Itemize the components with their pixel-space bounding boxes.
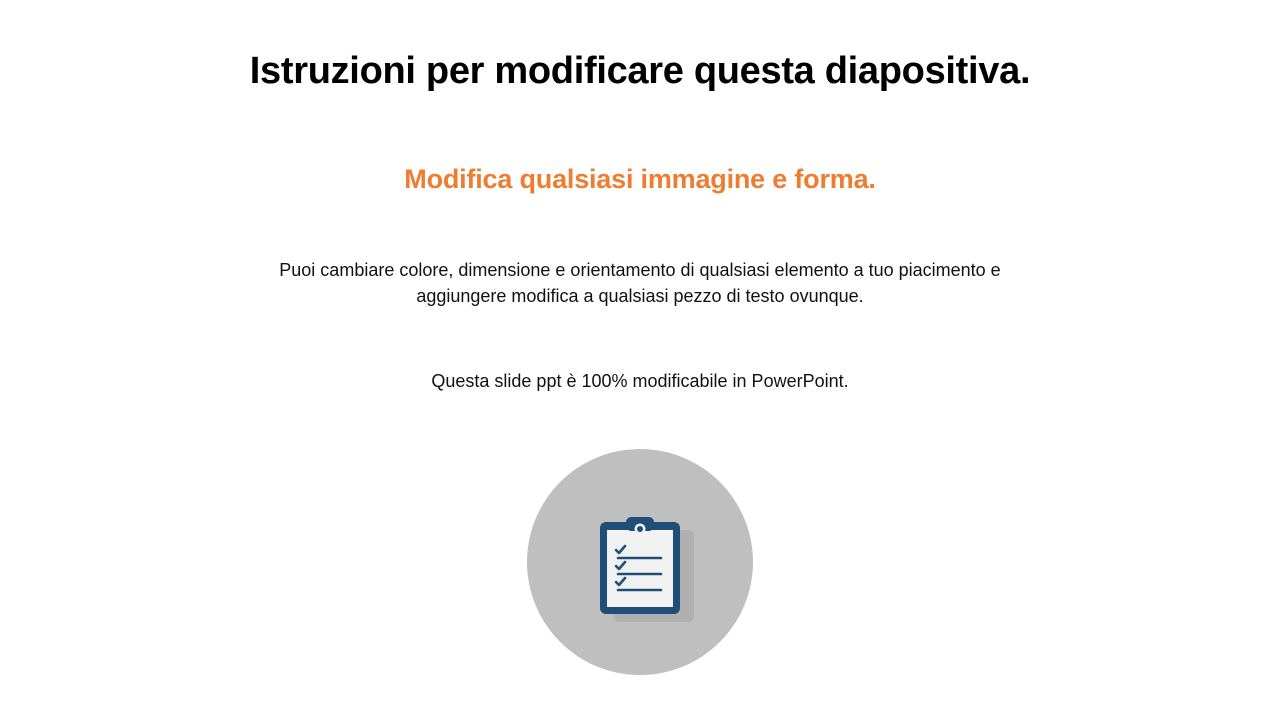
slide-subtitle: Modifica qualsiasi immagine e forma.: [404, 164, 876, 194]
slide-note: Questa slide ppt è 100% modificabile in PowerPoint.: [431, 371, 849, 391]
clipboard-checklist-icon: [596, 516, 700, 628]
slide-title: Istruzioni per modificare questa diapositiva.: [249, 50, 1031, 92]
slide-description: Puoi cambiare colore, dimensione e orientamento di qualsiasi elemento a tuo piacimento e aggiungere modifica a qualsiasi pezzo di testo ovunque.: [279, 260, 1001, 306]
